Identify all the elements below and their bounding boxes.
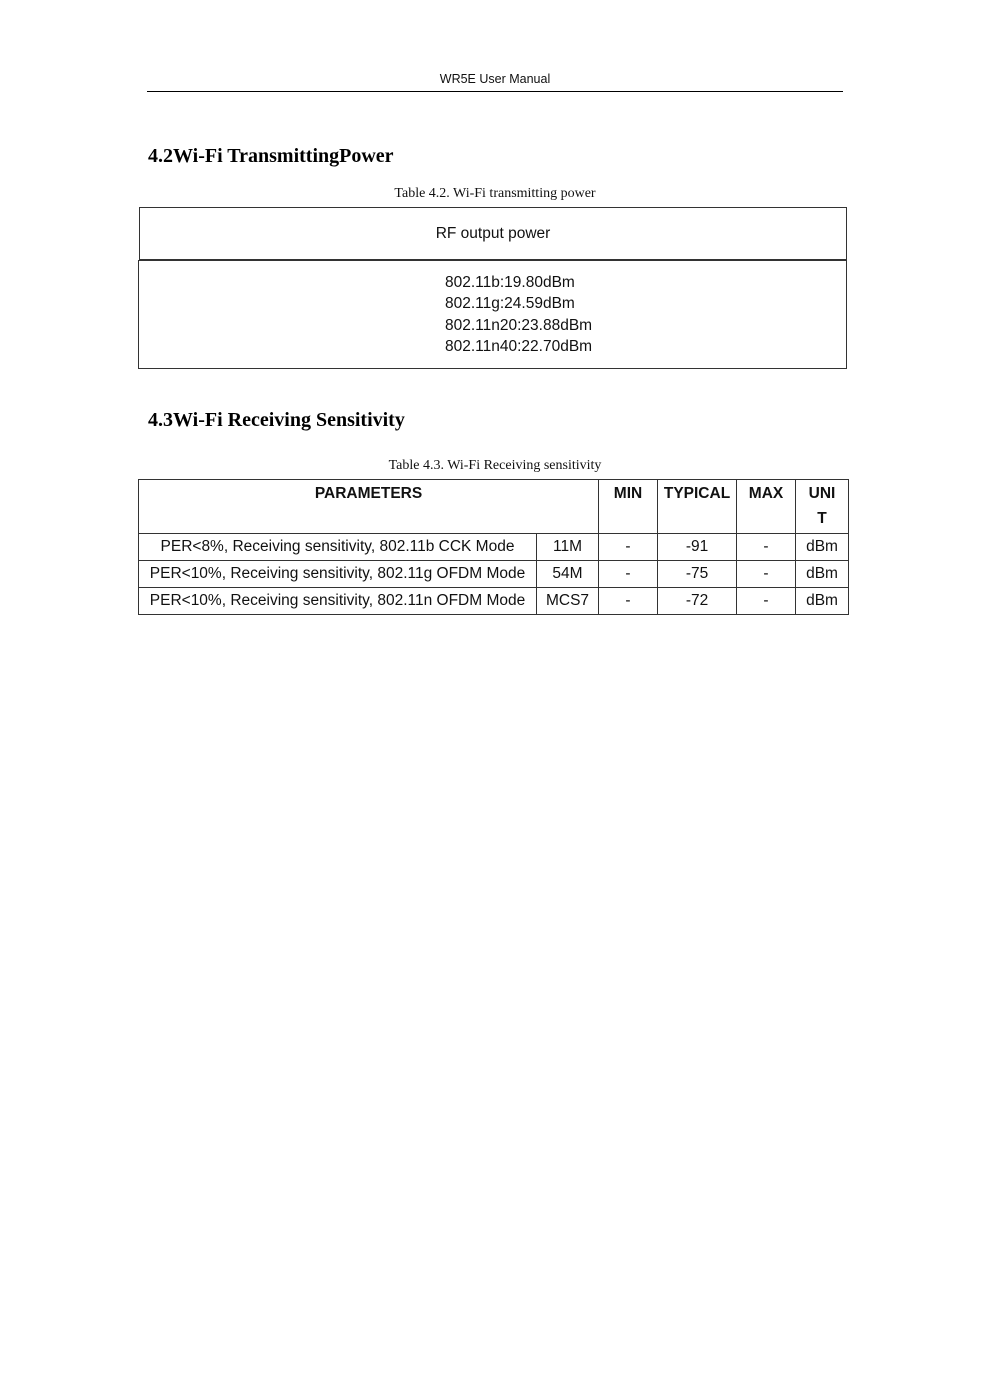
table-caption-4-2: Table 4.2. Wi-Fi transmitting power (394, 186, 596, 201)
table-row (139, 534, 849, 561)
cell-rate: 11M (537, 534, 599, 561)
column-header-parameters: PARAMETERS (139, 480, 599, 534)
cell-max: - (737, 561, 796, 588)
rf-power-value: 802.11n20:23.88dBm (445, 316, 593, 334)
cell-unit: dBm (796, 534, 849, 561)
running-header: WR5E User Manual (439, 72, 551, 86)
cell-unit: dBm (796, 561, 849, 588)
cell-parameter: PER<8%, Receiving sensitivity, 802.11b CCK Mode (139, 534, 537, 561)
cell-rate: MCS7 (537, 588, 599, 615)
rf-power-value: 802.11g:24.59dBm (445, 295, 575, 313)
column-header-typical: TYPICAL (658, 480, 737, 534)
cell-parameter: PER<10%, Receiving sensitivity, 802.11n OFDM Mode (139, 588, 537, 615)
rf-power-values (445, 272, 592, 357)
cell-min: - (599, 561, 658, 588)
rf-output-power-label: RF output power (435, 224, 551, 242)
column-header-min: MIN (599, 480, 658, 534)
header-divider (147, 91, 843, 92)
rf-power-value: 802.11n40:22.70dBm (445, 337, 593, 355)
table-row (139, 561, 849, 588)
table-header-row (139, 480, 849, 534)
cell-typical: -75 (658, 561, 737, 588)
section-title-transmitting-power: 4.2Wi-Fi TransmittingPower (148, 145, 394, 167)
table-row (139, 588, 849, 615)
column-header-max: MAX (737, 480, 796, 534)
table-4-2-body (138, 260, 847, 369)
cell-max: - (737, 588, 796, 615)
cell-typical: -91 (658, 534, 737, 561)
table-4-2-header (139, 207, 847, 260)
unit-header-line1: UNI (808, 485, 836, 502)
cell-min: - (599, 534, 658, 561)
cell-rate: 54M (537, 561, 599, 588)
cell-min: - (599, 588, 658, 615)
table-caption-4-3: Table 4.3. Wi-Fi Receiving sensitivity (388, 458, 602, 473)
cell-max: - (737, 534, 796, 561)
rf-power-value: 802.11b:19.80dBm (445, 274, 575, 291)
cell-parameter: PER<10%, Receiving sensitivity, 802.11g OFDM Mode (139, 561, 537, 588)
cell-unit: dBm (796, 588, 849, 615)
cell-typical: -72 (658, 588, 737, 615)
section-title-receiving-sensitivity: 4.3Wi-Fi Receiving Sensitivity (148, 409, 405, 431)
receiving-sensitivity-table (138, 479, 849, 615)
unit-header-line2: T (817, 510, 827, 527)
column-header-unit (796, 480, 849, 534)
